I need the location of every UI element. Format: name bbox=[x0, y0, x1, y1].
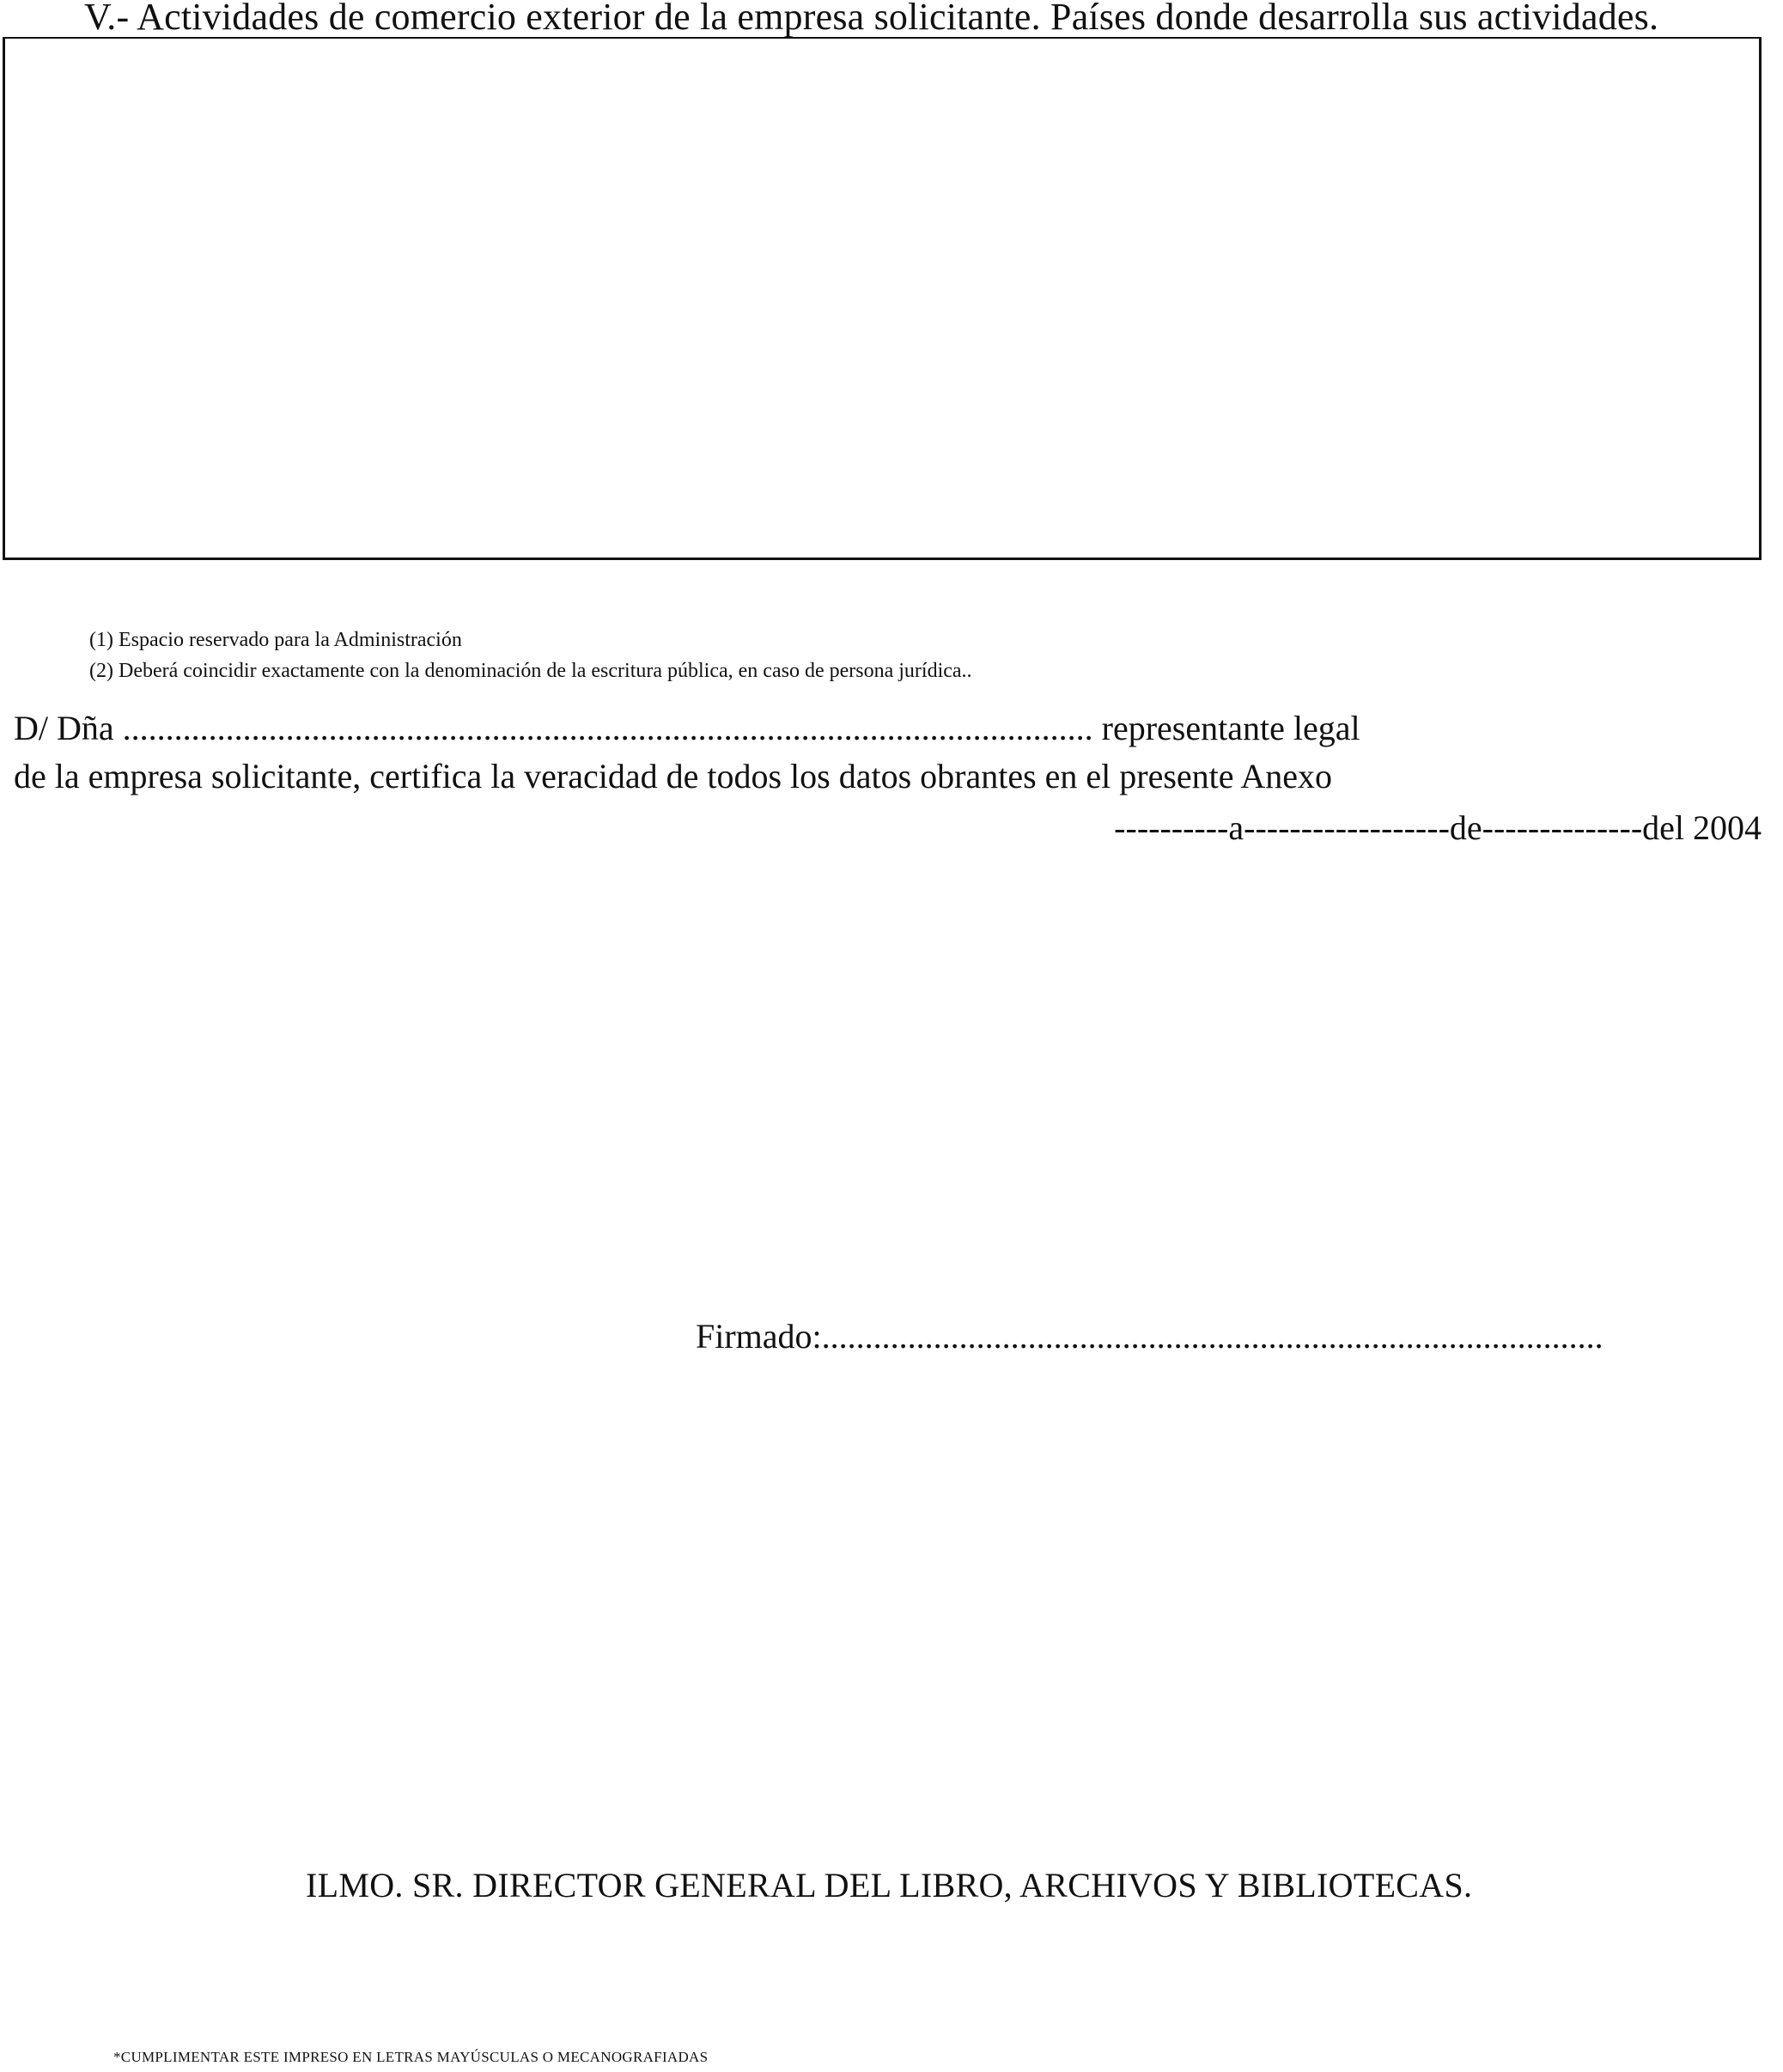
footnote-2: (2) Deberá coincidir exactamente con la denominación de la escritura pública, en caso de persona jurídica.. bbox=[89, 660, 972, 682]
certification-statement: de la empresa solicitante, certifica la veracidad de todos los datos obrantes en el presente Anexo bbox=[14, 757, 1332, 795]
addressee: ILMO. SR. DIRECTOR GENERAL DEL LIBRO, ARCHIVOS Y BIBLIOTECAS. bbox=[306, 1866, 1473, 1904]
footer-instruction: *CUMPLIMENTAR ESTE IMPRESO EN LETRAS MAYÚSCULAS O MECANOGRAFIADAS bbox=[113, 2049, 709, 2065]
footnote-1: (1) Espacio reservado para la Administración bbox=[89, 629, 462, 651]
signature-line[interactable]: Firmado:........................................................................................... bbox=[696, 1317, 1603, 1356]
date-line[interactable]: ----------a------------------de--------------del 2004 bbox=[1114, 808, 1762, 847]
section-heading: V.- Actividades de comercio exterior de la empresa solicitante. Países donde desarrolla sus actividades. bbox=[84, 0, 1659, 38]
representative-name-line[interactable]: D/ Dña ................................................................................................................. representante legal bbox=[14, 709, 1360, 747]
foreign-trade-activities-field[interactable] bbox=[3, 37, 1762, 560]
